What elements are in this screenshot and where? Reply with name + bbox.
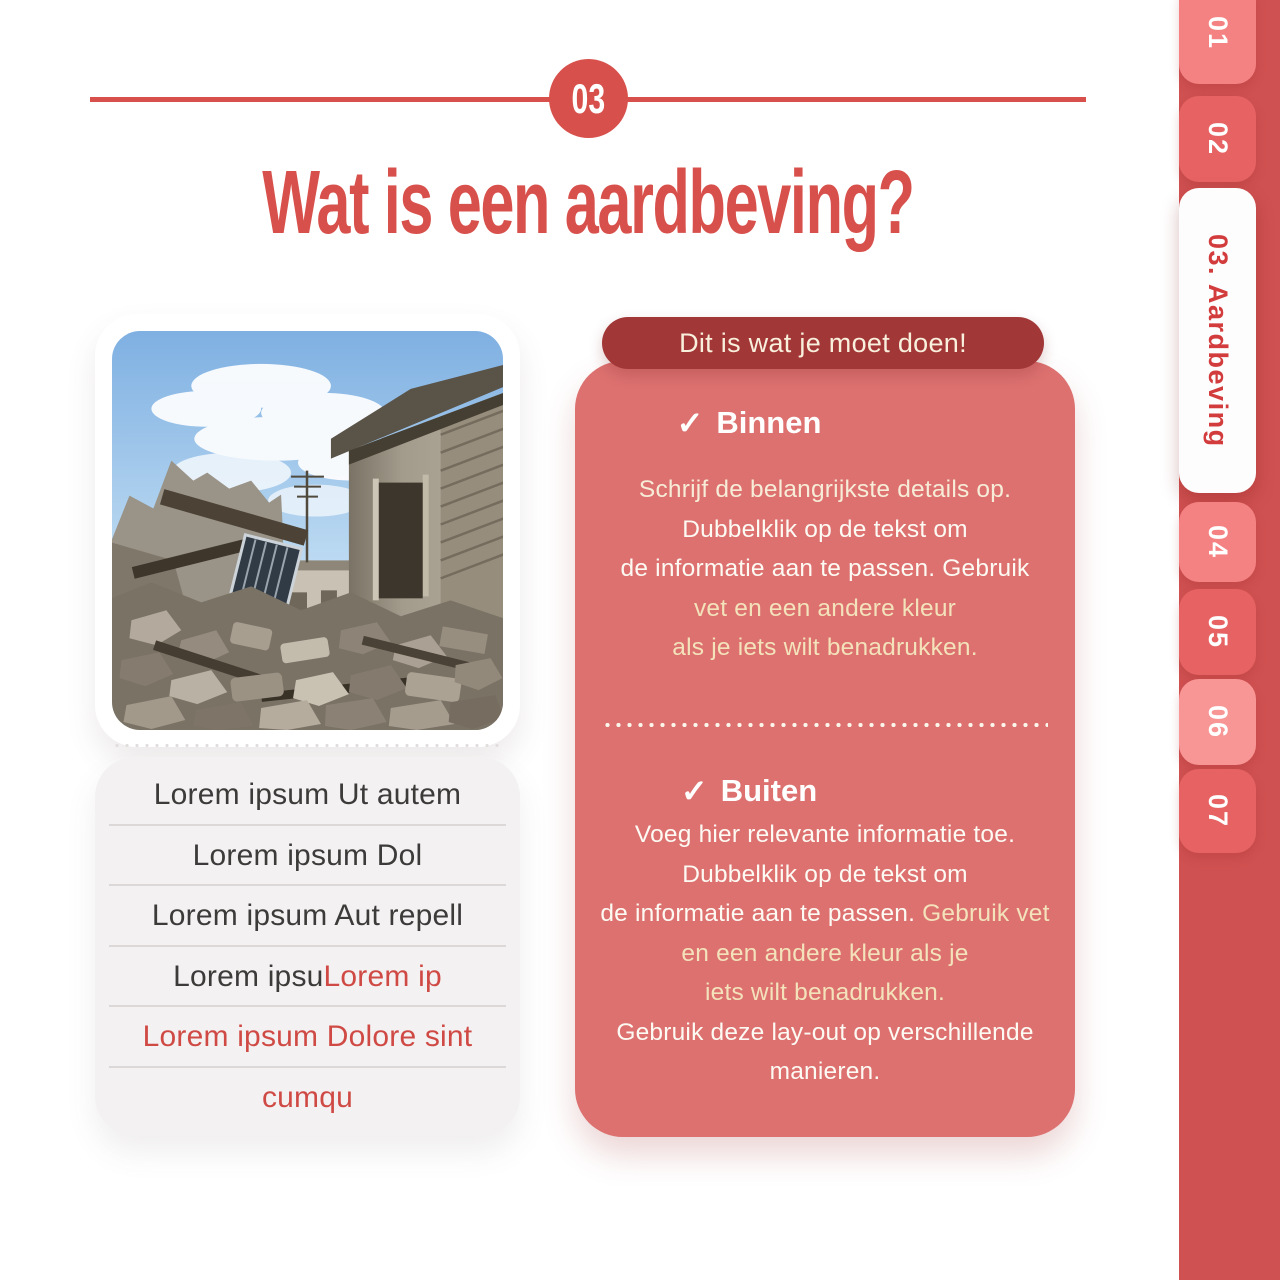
list-item-segment: Lorem ipsum Dolore sint [142, 1020, 473, 1054]
sidebar-tab-04[interactable] [1179, 502, 1256, 582]
section-number-badge [549, 59, 628, 138]
photo-card [95, 314, 520, 747]
text-segment: Dubbelklik op de tekst om [682, 860, 968, 888]
callout-pill-label: Dit is wat je moet doen! [679, 327, 967, 358]
callout-card [575, 361, 1075, 1137]
text-line [575, 1013, 1075, 1053]
section-heading-label: Binnen [716, 405, 822, 440]
text-segment: manieren. [769, 1058, 881, 1085]
text-segment: en een andere kleur als je [681, 939, 969, 967]
sidebar-tab-label: 03. Aardbeving [1203, 233, 1233, 448]
list-item-segment: Lorem ipsu [173, 959, 324, 993]
left-dotted-separator [112, 744, 504, 747]
text-segment: Voeg hier relevante informatie toe. [634, 821, 1016, 848]
earthquake-photo [112, 331, 503, 730]
text-segment: iets wilt benadrukken. [705, 979, 945, 1006]
sidebar-tab-label: 01 [1203, 15, 1233, 51]
sidebar-tab-label: 04 [1203, 524, 1233, 560]
text-line [575, 815, 1075, 855]
sidebar-tab-label: 06 [1203, 704, 1233, 740]
list-item [95, 1007, 520, 1068]
check-icon: ✓ [676, 405, 704, 441]
section-heading-label: Buiten [720, 773, 818, 808]
list-item-segment: Lorem ip [323, 959, 442, 993]
text-line [575, 973, 1075, 1013]
text-segment: Dubbelklik op de tekst om [682, 515, 968, 543]
text-segment: de informatie aan te passen. [600, 900, 923, 927]
page-title: Wat is een aardbeving? [262, 153, 914, 253]
text-line [575, 855, 1075, 895]
section-number: 03 [571, 74, 606, 122]
section-text-buiten [575, 815, 1075, 1092]
section-heading-binnen [575, 405, 1075, 442]
list-item [95, 947, 520, 1008]
text-segment: als je iets wilt benadrukken. [672, 634, 978, 661]
text-line [575, 510, 1075, 550]
sidebar-tab-label: 02 [1203, 121, 1233, 157]
info-list-card [95, 757, 520, 1136]
list-item [95, 1068, 520, 1129]
check-icon: ✓ [680, 773, 708, 809]
text-line [575, 894, 1075, 934]
text-line [575, 628, 1075, 668]
list-item-segment: Lorem ipsum Ut autem [153, 778, 462, 812]
sidebar-tab-07[interactable] [1179, 769, 1256, 853]
sidebar-tab-03-aardbeving[interactable] [1179, 188, 1256, 493]
sidebar-tab-01[interactable] [1179, 0, 1256, 84]
text-segment: de informatie aan te passen. Gebruik [620, 555, 1030, 582]
text-line [575, 549, 1075, 589]
list-item [95, 886, 520, 947]
text-line [575, 589, 1075, 629]
section-heading-buiten [575, 773, 1075, 810]
list-item-segment: cumqu [261, 1080, 354, 1114]
sidebar-tab-05[interactable] [1179, 589, 1256, 675]
text-line [575, 934, 1075, 974]
list-item-segment: Lorem ipsum Aut repell [151, 899, 464, 933]
photo-frame [112, 331, 503, 730]
list-item [95, 826, 520, 887]
section-text-binnen [575, 470, 1075, 668]
sidebar-tab-02[interactable] [1179, 96, 1256, 182]
text-segment: Schrijf de belangrijkste details op. [638, 476, 1012, 503]
sidebar-tab-label: 07 [1203, 793, 1233, 829]
text-segment: Gebruik deze lay-out op verschillende [616, 1018, 1034, 1046]
text-line [575, 1052, 1075, 1092]
callout-dotted-separator [602, 723, 1048, 727]
sidebar-tab-06[interactable] [1179, 679, 1256, 765]
callout-pill [602, 317, 1044, 369]
text-line [575, 470, 1075, 510]
text-segment: vet en een andere kleur [693, 594, 957, 622]
text-segment: Gebruik vet [922, 900, 1050, 927]
list-item [95, 765, 520, 826]
list-item-segment: Lorem ipsum Dol [192, 838, 423, 872]
sidebar-tab-label: 05 [1203, 614, 1233, 650]
sidebar [1179, 0, 1280, 1280]
